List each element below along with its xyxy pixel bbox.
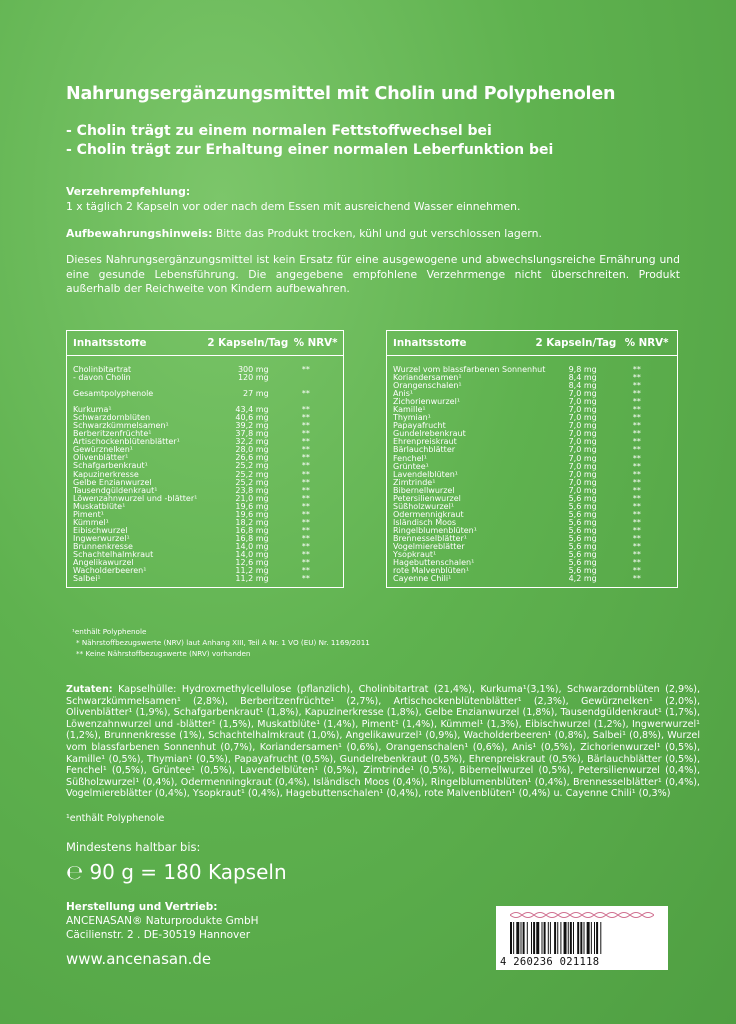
ingredient-amount: 28,0 mg <box>235 445 269 455</box>
ingredient-nrv: ** <box>301 485 310 495</box>
header-nrv: % NRV* <box>624 336 669 349</box>
ingredient-nrv: ** <box>632 533 641 543</box>
ingredient-nrv: ** <box>301 493 310 503</box>
ingredient-name: Vogelmiereblätter <box>393 543 465 552</box>
ingredient-name: Ehrenpreiskraut <box>393 438 457 447</box>
ingredient-nrv: ** <box>632 421 641 431</box>
ingredient-nrv: ** <box>301 558 310 568</box>
ingredient-nrv <box>269 374 343 382</box>
ingredient-nrv: ** <box>301 541 310 551</box>
header-kapseln: 2 Kapseln/Tag <box>207 336 289 349</box>
ingredient-name: Tausendgüldenkraut¹ <box>73 486 158 495</box>
ingredient-nrv: ** <box>632 509 641 519</box>
barcode <box>496 906 668 970</box>
ingredient-amount: 19,6 mg <box>235 509 269 519</box>
ingredient-name: Gundelrebenkraut <box>393 430 466 439</box>
ingredient-nrv: ** <box>632 389 641 399</box>
mindestens-haltbar: Mindestens haltbar bis: <box>66 840 201 854</box>
ingredient-nrv: ** <box>301 453 310 463</box>
page-title: Nahrungsergänzungsmittel mit Cholin und Polyphenolen <box>66 84 616 104</box>
ingredient-amount: 7,0 mg <box>568 477 597 487</box>
ingredient-nrv: ** <box>632 429 641 439</box>
ingredient-amount: 40,6 mg <box>235 413 269 423</box>
ingredient-name: Petersilienwurzel <box>393 494 461 503</box>
ingredient-name: Salbei¹ <box>73 575 101 584</box>
ingredient-nrv: ** <box>301 566 310 576</box>
footnote-polyphenole: ¹enthält Polyphenole <box>72 627 147 636</box>
ingredient-name: Orangenschalen¹ <box>393 382 462 391</box>
ingredient-nrv: ** <box>301 437 310 447</box>
ingredient-nrv: ** <box>301 461 310 471</box>
barcode-pattern-icon <box>510 910 654 920</box>
hersteller-adresse: Cäcilienstr. 2 . DE-30519 Hannover <box>66 929 251 941</box>
ingredient-nrv: ** <box>301 501 310 511</box>
ingredient-nrv: ** <box>632 461 641 471</box>
ingredient-name: Gesamtpolyphenole <box>73 390 154 399</box>
ingredient-nrv: ** <box>632 365 641 374</box>
ingredient-amount: 7,0 mg <box>568 429 597 439</box>
ingredient-nrv: ** <box>632 405 641 415</box>
ingredient-nrv: ** <box>632 550 641 560</box>
ingredient-amount: 5,6 mg <box>568 566 597 576</box>
ingredient-name: Eibischwurzel <box>73 526 128 535</box>
ingredient-amount: 7,0 mg <box>568 437 597 447</box>
ingredient-name: Thymian¹ <box>393 414 431 423</box>
claim-leberfunktion: - Cholin trägt zur Erhaltung einer normalen Leberfunktion bei <box>66 142 554 158</box>
ingredient-nrv: ** <box>301 405 310 415</box>
allgemeiner-hinweis: Dieses Nahrungsergänzungsmittel ist kein Ersatz für eine ausgewogene und abwechslungsreiche Ernährung und eine gesunde Lebensführung. Die angegebene empfohlene Verzehrmenge nicht überschreiten. Produkt außerhalb der Reichweite von Kindern aufbewahren. <box>66 253 680 295</box>
ingredient-nrv: ** <box>301 389 310 399</box>
ingredient-amount: 5,6 mg <box>568 558 597 568</box>
ingredient-amount: 23,8 mg <box>235 485 269 495</box>
ingredient-amount: 7,0 mg <box>568 413 597 423</box>
ingredient-amount: 7,0 mg <box>568 445 597 455</box>
ingredient-name: Brunnenkresse <box>73 542 133 551</box>
zutaten-text: Kapselhülle: Hydroxmethylcellulose (pflanzlich), Cholinbitartrat (21,4%), Kurkuma¹(3,1%), Schwarzdornblüten (2,9%), Schwarzkümmelsamen¹ (2,8%), Berberitzenfrüchte¹ (2,7%), Artischockenblütenblätter¹ (2,3%), Gewürznelken¹ (2,0%), Olivenblätter¹ (1,9%), Schafgarbenkraut¹ (1,8%), Kapuzinerkresse (1,8%), Gelbe Enzianwurzel (1,8%), Tausendgüldenkraut¹ (1,7%), Löwenzahnwurzel und -blätter¹ (1,5%), Muskatblüte¹ (1,4%), Piment¹ (1,4%), Kümmel¹ (1,3%), Eibischwurzel (1,2%), Ingwerwurzel¹ (1,2%), Brunnenkresse (1%), Schachtelhalmkraut (1,0%), Angelikawurzel¹ (0,9%), Wacholderbeeren¹ (0,8%), Salbei¹ (0,8%), Wurzel vom blassfarbenen Sonnenhut (0,7%), Koriandersamen¹ (0,6%), Orangenschalen¹ (0,6%), Anis¹ (0,5%), Zichorienwurzel¹ (0,5%), Kamille¹ (0,5%), Thymian¹ (0,5%), Papayafrucht (0,5%), Gundelrebenkraut (0,5%), Ehrenpreiskraut (0,5%), Bärlauchblätter (0,5%), Fenchel¹ (0,5%), Grüntee¹ (0,5%), Lavendelblüten¹ (0,5%), Zimtrinde¹ (0,5%), Bibernellwurzel (0,5%), Petersilienwurzel (0,4%), Süßholzwurzel¹ (0,4%), Odermenningkraut (0,4%), Isländisch Moos (0,4%), Ringelblumenblüten¹ (0,4%), Brennesselblätter¹ (0,4%), Vogelmiereblätter (0,4%), Ysopkraut¹ (0,4%), Hagebuttenschalen¹ (0,4%), rote Malvenblüten¹ (0,4%) u. Cayenne Chili¹ (0,3%) <box>66 684 700 800</box>
ingredient-nrv: ** <box>632 397 641 407</box>
ingredient-amount: 7,0 mg <box>568 405 597 415</box>
ingredient-amount: 25,2 mg <box>235 461 269 471</box>
ingredient-name: Zichorienwurzel¹ <box>393 398 461 407</box>
ingredient-amount: 7,0 mg <box>568 453 597 463</box>
ingredient-amount: 5,6 mg <box>568 525 597 535</box>
ingredient-nrv: ** <box>301 509 310 519</box>
ingredient-name: Schwarzdornblüten <box>73 414 151 423</box>
ingredient-amount: 8,4 mg <box>568 373 597 383</box>
aufbewahrung-label: Aufbewahrungshinweis: <box>66 227 213 240</box>
ingredient-nrv: ** <box>632 381 641 391</box>
header-nrv: % NRV* <box>293 336 338 349</box>
ingredient-amount: 26,6 mg <box>235 453 269 463</box>
ingredient-name: Löwenzahnwurzel und -blätter¹ <box>73 494 198 503</box>
ingredient-amount: 5,6 mg <box>568 509 597 519</box>
table-row <box>67 366 343 374</box>
nutrient-table-right <box>386 330 678 588</box>
ingredient-name: Wurzel vom blassfarbenen Sonnenhut <box>393 366 546 374</box>
ingredient-nrv: ** <box>301 574 310 584</box>
ingredient-name: Piment¹ <box>73 510 104 519</box>
ingredient-name: Lavendelblüten¹ <box>393 470 459 479</box>
ingredient-amount: 5,6 mg <box>568 533 597 543</box>
ingredient-nrv: ** <box>301 365 310 374</box>
ingredient-nrv: ** <box>632 373 641 383</box>
ingredient-name: Grüntee¹ <box>393 462 429 471</box>
ingredient-name: Cayenne Chili¹ <box>393 575 452 584</box>
hersteller <box>66 900 259 942</box>
ingredient-amount: 43,4 mg <box>235 405 269 415</box>
ingredient-amount: 39,2 mg <box>235 421 269 431</box>
ingredient-amount: 7,0 mg <box>568 485 597 495</box>
ingredient-name: Wacholderbeeren¹ <box>73 567 147 576</box>
ingredient-name: Brennesselblätter¹ <box>393 534 467 543</box>
ingredient-amount: 25,2 mg <box>235 469 269 479</box>
ingredient-name: Kapuzinerkresse <box>73 470 139 479</box>
ingredient-nrv: ** <box>632 445 641 455</box>
ingredient-name: Bärlauchblätter <box>393 446 456 455</box>
ingredient-name: Kamille¹ <box>393 406 426 415</box>
ingredient-nrv: ** <box>301 445 310 455</box>
health-claims <box>66 122 553 160</box>
ingredient-nrv: ** <box>632 566 641 576</box>
ingredient-name: Schwarzkümmelsamen¹ <box>73 422 169 431</box>
ingredient-nrv: ** <box>301 429 310 439</box>
ingredient-amount: 18,2 mg <box>235 517 269 527</box>
ingredient-name: Ysopkraut¹ <box>393 551 437 560</box>
ingredient-nrv: ** <box>301 413 310 423</box>
zutaten-label: Zutaten: <box>66 684 113 695</box>
fuellmenge: ℮ 90 g = 180 Kapseln <box>66 860 287 884</box>
table-footnotes <box>72 626 370 659</box>
table-header <box>387 331 677 356</box>
verzehrempfehlung <box>66 185 680 214</box>
table-row <box>387 575 677 583</box>
ingredient-nrv: ** <box>632 469 641 479</box>
nutrient-table-left <box>66 330 344 588</box>
ingredient-name: Hagebuttenschalen¹ <box>393 559 475 568</box>
ingredient-nrv: ** <box>301 533 310 543</box>
ingredient-nrv: ** <box>301 549 310 559</box>
ingredient-name: Cholinbitartrat <box>73 366 132 374</box>
ingredient-amount: 11,2 mg <box>235 566 269 576</box>
header-kapseln: 2 Kapseln/Tag <box>535 336 617 349</box>
ingredient-nrv: ** <box>301 517 310 527</box>
ingredient-name: Bibernellwurzel <box>393 486 455 495</box>
ingredient-name: Schafgarbenkraut¹ <box>73 462 148 471</box>
table-row <box>67 374 343 382</box>
table-body <box>387 356 677 587</box>
ingredient-nrv: ** <box>632 501 641 511</box>
zutaten <box>66 684 700 800</box>
ingredient-amount: 5,6 mg <box>568 550 597 560</box>
ingredient-amount: 300 mg <box>237 365 269 374</box>
ingredient-amount: 12,6 mg <box>235 558 269 568</box>
ingredient-amount: 5,6 mg <box>568 517 597 527</box>
claim-fettstoffwechsel: - Cholin trägt zu einem normalen Fettstoffwechsel bei <box>66 123 492 139</box>
ingredient-nrv: ** <box>632 437 641 447</box>
ingredient-amount: 7,0 mg <box>568 461 597 471</box>
ingredient-amount: 7,0 mg <box>568 389 597 399</box>
ingredient-nrv: ** <box>632 453 641 463</box>
ingredient-amount: 14,0 mg <box>235 541 269 551</box>
ingredient-name: Kurkuma¹ <box>73 406 112 415</box>
ingredient-amount: 7,0 mg <box>568 397 597 407</box>
ingredient-amount: 27 mg <box>243 389 269 399</box>
ingredient-amount: 4,2 mg <box>568 574 597 584</box>
barcode-bars <box>508 922 656 954</box>
ingredient-amount: 9,8 mg <box>568 365 597 374</box>
ingredient-nrv: ** <box>301 421 310 431</box>
footnote-nrv: * Nährstoffbezugswerte (NRV) laut Anhang XIII, Teil A Nr. 1 VO (EU) Nr. 1169/2011 <box>76 638 370 647</box>
ingredient-nrv: ** <box>301 469 310 479</box>
table-row <box>67 390 343 398</box>
ingredient-name: Kümmel¹ <box>73 518 109 527</box>
ingredient-amount: 8,4 mg <box>568 381 597 391</box>
ingredient-name: Muskatblüte¹ <box>73 502 126 511</box>
table-header <box>67 331 343 356</box>
header-inhaltsstoffe: Inhaltsstoffe <box>393 338 467 348</box>
ingredient-name: Odermennigkraut <box>393 510 464 519</box>
ingredient-amount: 11,2 mg <box>235 574 269 584</box>
ingredient-nrv: ** <box>632 413 641 423</box>
table-row <box>67 575 343 583</box>
ingredient-name: Artischockenblütenblätter¹ <box>73 438 180 447</box>
ingredient-amount: 16,8 mg <box>235 525 269 535</box>
barcode-number: 4 260236 021118 <box>500 956 600 968</box>
ingredient-nrv: ** <box>632 485 641 495</box>
verzehr-label: Verzehrempfehlung: <box>66 185 191 198</box>
ingredient-amount: 5,6 mg <box>568 542 597 552</box>
ingredient-name: Gewürznelken¹ <box>73 446 133 455</box>
ingredient-nrv: ** <box>632 493 641 503</box>
ingredient-name: Anis¹ <box>393 390 414 399</box>
ingredient-nrv: ** <box>632 542 641 552</box>
ingredient-nrv: ** <box>632 574 641 584</box>
aufbewahrung-text: Bitte das Produkt trocken, kühl und gut verschlossen lagern. <box>215 227 542 240</box>
ingredient-amount: 37,8 mg <box>235 429 269 439</box>
ingredient-amount: 120 mg <box>237 373 269 383</box>
ingredient-nrv: ** <box>632 558 641 568</box>
ingredient-amount: 32,2 mg <box>235 437 269 447</box>
polyphenole-note: ¹enthält Polyphenole <box>66 813 165 824</box>
ingredient-name: Süßholzwurzel¹ <box>393 502 455 511</box>
ingredient-amount: 7,0 mg <box>568 421 597 431</box>
aufbewahrungshinweis <box>66 227 680 242</box>
ingredient-amount: 25,2 mg <box>235 477 269 487</box>
ingredient-name: Koriandersamen¹ <box>393 374 462 383</box>
ingredient-nrv: ** <box>632 525 641 535</box>
ingredient-name: Angelikawurzel <box>73 559 134 568</box>
table-body <box>67 356 343 587</box>
ingredient-name: Gelbe Enzianwurzel <box>73 478 152 487</box>
ingredient-name: Papayafrucht <box>393 422 446 431</box>
ingredient-name: Ringelblumenblüten¹ <box>393 526 477 535</box>
website-link[interactable]: www.ancenasan.de <box>66 950 212 968</box>
ingredient-nrv: ** <box>632 517 641 527</box>
header-inhaltsstoffe: Inhaltsstoffe <box>73 338 147 348</box>
ingredient-amount: 7,0 mg <box>568 469 597 479</box>
ingredient-name: Olivenblätter¹ <box>73 454 129 463</box>
ingredient-name: Schachtelhalmkraut <box>73 550 154 559</box>
ingredient-amount: 21,0 mg <box>235 493 269 503</box>
ingredient-name: Zimtrinde¹ <box>393 478 436 487</box>
ingredient-name: Isländisch Moos <box>393 518 457 527</box>
ingredient-name: Fenchel¹ <box>393 454 427 463</box>
ingredient-amount: 16,8 mg <box>235 533 269 543</box>
ingredient-amount: 14,0 mg <box>235 549 269 559</box>
ingredient-name: Berberitzenfrüchte¹ <box>73 430 152 439</box>
ingredient-name: - davon Cholin <box>73 374 131 383</box>
ingredient-nrv: ** <box>301 477 310 487</box>
ingredient-nrv: ** <box>632 477 641 487</box>
ingredient-amount: 5,6 mg <box>568 501 597 511</box>
ingredient-nrv: ** <box>301 525 310 535</box>
verzehr-text: 1 x täglich 2 Kapseln vor oder nach dem Essen mit ausreichend Wasser einnehmen. <box>66 199 521 213</box>
ingredient-amount: 19,6 mg <box>235 501 269 511</box>
hersteller-label: Herstellung und Vertrieb: <box>66 901 218 913</box>
ingredient-amount: 5,6 mg <box>568 493 597 503</box>
ingredient-name: rote Malvenblüten¹ <box>393 567 470 576</box>
ingredient-name: Ingwerwurzel¹ <box>73 534 130 543</box>
footnote-keine-nrv: ** Keine Nährstoffbezugswerte (NRV) vorhanden <box>76 649 251 658</box>
hersteller-name: ANCENASAN® Naturprodukte GmbH <box>66 915 259 927</box>
